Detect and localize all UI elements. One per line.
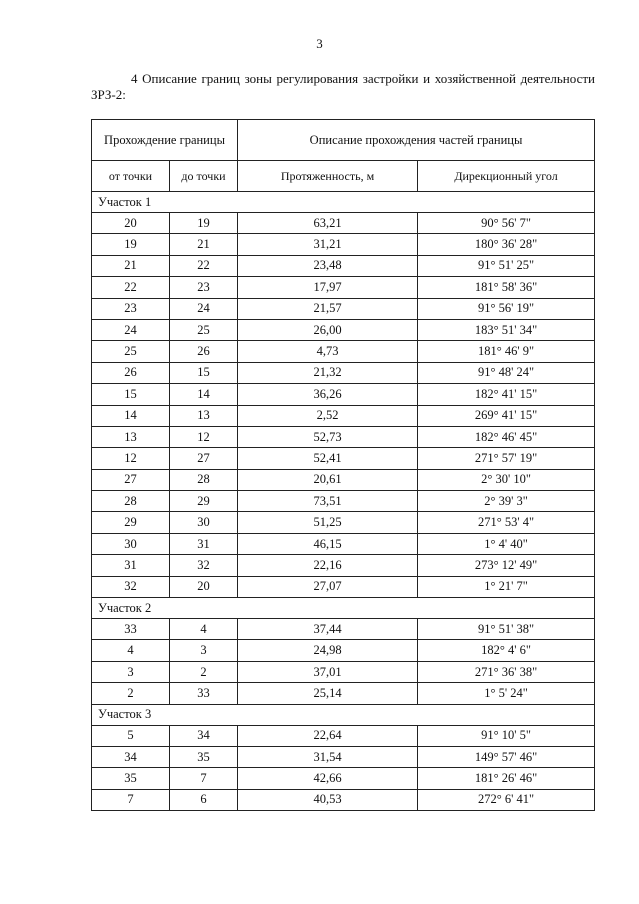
table-body — [92, 192, 595, 811]
from-point-cell: 7 — [92, 789, 170, 810]
table-header — [92, 120, 595, 192]
length-cell: 73,51 — [238, 491, 418, 512]
bearing-cell: 91° 51' 38" — [418, 619, 595, 640]
from-point-cell: 12 — [92, 448, 170, 469]
header-passage: Прохождение границы — [92, 120, 238, 161]
section-row — [92, 704, 595, 725]
table-row — [92, 298, 595, 319]
table-row — [92, 576, 595, 597]
length-cell: 37,44 — [238, 619, 418, 640]
bearing-cell: 91° 56' 19" — [418, 298, 595, 319]
from-point-cell: 2 — [92, 683, 170, 704]
length-cell: 42,66 — [238, 768, 418, 789]
from-point-cell: 13 — [92, 426, 170, 447]
to-point-cell: 23 — [170, 277, 238, 298]
from-point-cell: 21 — [92, 255, 170, 276]
to-point-cell: 25 — [170, 319, 238, 340]
table-row — [92, 277, 595, 298]
to-point-cell: 6 — [170, 789, 238, 810]
header-bearing: Дирекционный угол — [418, 161, 595, 192]
to-point-cell: 24 — [170, 298, 238, 319]
from-point-cell: 4 — [92, 640, 170, 661]
to-point-cell: 33 — [170, 683, 238, 704]
to-point-cell: 14 — [170, 384, 238, 405]
to-point-cell: 21 — [170, 234, 238, 255]
bearing-cell: 269° 41' 15" — [418, 405, 595, 426]
section-title: Участок 2 — [92, 598, 595, 619]
bearing-cell: 181° 46' 9" — [418, 341, 595, 362]
length-cell: 17,97 — [238, 277, 418, 298]
table-row — [92, 640, 595, 661]
bearing-cell: 2° 30' 10" — [418, 469, 595, 490]
to-point-cell: 30 — [170, 512, 238, 533]
to-point-cell: 29 — [170, 491, 238, 512]
bearing-cell: 271° 57' 19" — [418, 448, 595, 469]
bearing-cell: 182° 41' 15" — [418, 384, 595, 405]
table-row — [92, 469, 595, 490]
to-point-cell: 31 — [170, 533, 238, 554]
bearing-cell: 182° 46' 45" — [418, 426, 595, 447]
page-number: 3 — [316, 36, 323, 51]
bearing-cell: 1° 4' 40" — [418, 533, 595, 554]
length-cell: 4,73 — [238, 341, 418, 362]
length-cell: 22,64 — [238, 725, 418, 746]
bearing-cell: 183° 51' 34" — [418, 319, 595, 340]
length-cell: 40,53 — [238, 789, 418, 810]
to-point-cell: 15 — [170, 362, 238, 383]
from-point-cell: 14 — [92, 405, 170, 426]
table-row — [92, 555, 595, 576]
length-cell: 2,52 — [238, 405, 418, 426]
section-heading: 4 Описание границ зоны регулирования застройки и хозяйственной деятельности ЗРЗ-2: — [91, 71, 595, 102]
to-point-cell: 12 — [170, 426, 238, 447]
header-from-point: от точки — [92, 161, 170, 192]
bearing-cell: 1° 5' 24" — [418, 683, 595, 704]
length-cell: 31,21 — [238, 234, 418, 255]
from-point-cell: 15 — [92, 384, 170, 405]
section-title: Участок 3 — [92, 704, 595, 725]
to-point-cell: 35 — [170, 746, 238, 767]
table-row — [92, 533, 595, 554]
to-point-cell: 4 — [170, 619, 238, 640]
length-cell: 25,14 — [238, 683, 418, 704]
from-point-cell: 33 — [92, 619, 170, 640]
from-point-cell: 5 — [92, 725, 170, 746]
bearing-cell: 271° 53' 4" — [418, 512, 595, 533]
to-point-cell: 13 — [170, 405, 238, 426]
bearing-cell: 149° 57' 46" — [418, 746, 595, 767]
bearing-cell: 1° 21' 7" — [418, 576, 595, 597]
table-row — [92, 683, 595, 704]
from-point-cell: 32 — [92, 576, 170, 597]
from-point-cell: 35 — [92, 768, 170, 789]
length-cell: 27,07 — [238, 576, 418, 597]
table-row — [92, 512, 595, 533]
to-point-cell: 3 — [170, 640, 238, 661]
length-cell: 46,15 — [238, 533, 418, 554]
from-point-cell: 34 — [92, 746, 170, 767]
table-row — [92, 768, 595, 789]
length-cell: 21,57 — [238, 298, 418, 319]
table-row — [92, 619, 595, 640]
table-row — [92, 405, 595, 426]
length-cell: 23,48 — [238, 255, 418, 276]
table-row — [92, 746, 595, 767]
header-length: Протяженность, м — [238, 161, 418, 192]
table-row — [92, 789, 595, 810]
from-point-cell: 22 — [92, 277, 170, 298]
bearing-cell: 182° 4' 6" — [418, 640, 595, 661]
from-point-cell: 29 — [92, 512, 170, 533]
table-row — [92, 384, 595, 405]
table-row — [92, 661, 595, 682]
to-point-cell: 22 — [170, 255, 238, 276]
bearing-cell: 91° 51' 25" — [418, 255, 595, 276]
to-point-cell: 34 — [170, 725, 238, 746]
from-point-cell: 24 — [92, 319, 170, 340]
table-row — [92, 319, 595, 340]
to-point-cell: 2 — [170, 661, 238, 682]
table-row — [92, 255, 595, 276]
header-description: Описание прохождения частей границы — [238, 120, 595, 161]
section-row — [92, 598, 595, 619]
length-cell: 63,21 — [238, 213, 418, 234]
length-cell: 26,00 — [238, 319, 418, 340]
from-point-cell: 30 — [92, 533, 170, 554]
table-row — [92, 448, 595, 469]
bearing-cell: 181° 58' 36" — [418, 277, 595, 298]
length-cell: 24,98 — [238, 640, 418, 661]
table-row — [92, 362, 595, 383]
from-point-cell: 26 — [92, 362, 170, 383]
bearing-cell: 271° 36' 38" — [418, 661, 595, 682]
length-cell: 52,73 — [238, 426, 418, 447]
table-row — [92, 213, 595, 234]
bearing-cell: 273° 12' 49" — [418, 555, 595, 576]
table-row — [92, 426, 595, 447]
bearing-cell: 272° 6' 41" — [418, 789, 595, 810]
to-point-cell: 20 — [170, 576, 238, 597]
length-cell: 31,54 — [238, 746, 418, 767]
bearing-cell: 91° 10' 5" — [418, 725, 595, 746]
table-row — [92, 234, 595, 255]
bearing-cell: 2° 39' 3" — [418, 491, 595, 512]
to-point-cell: 32 — [170, 555, 238, 576]
to-point-cell: 26 — [170, 341, 238, 362]
section-title: Участок 1 — [92, 192, 595, 213]
from-point-cell: 20 — [92, 213, 170, 234]
bearing-cell: 180° 36' 28" — [418, 234, 595, 255]
bearing-cell: 91° 48' 24" — [418, 362, 595, 383]
from-point-cell: 3 — [92, 661, 170, 682]
table-row — [92, 491, 595, 512]
from-point-cell: 19 — [92, 234, 170, 255]
length-cell: 36,26 — [238, 384, 418, 405]
length-cell: 20,61 — [238, 469, 418, 490]
to-point-cell: 27 — [170, 448, 238, 469]
to-point-cell: 28 — [170, 469, 238, 490]
length-cell: 22,16 — [238, 555, 418, 576]
length-cell: 52,41 — [238, 448, 418, 469]
length-cell: 37,01 — [238, 661, 418, 682]
from-point-cell: 25 — [92, 341, 170, 362]
from-point-cell: 27 — [92, 469, 170, 490]
to-point-cell: 19 — [170, 213, 238, 234]
table-row — [92, 725, 595, 746]
boundary-table — [91, 119, 595, 811]
from-point-cell: 31 — [92, 555, 170, 576]
from-point-cell: 28 — [92, 491, 170, 512]
length-cell: 21,32 — [238, 362, 418, 383]
length-cell: 51,25 — [238, 512, 418, 533]
header-to-point: до точки — [170, 161, 238, 192]
table-row — [92, 341, 595, 362]
bearing-cell: 181° 26' 46" — [418, 768, 595, 789]
section-row — [92, 192, 595, 213]
bearing-cell: 90° 56' 7" — [418, 213, 595, 234]
from-point-cell: 23 — [92, 298, 170, 319]
to-point-cell: 7 — [170, 768, 238, 789]
